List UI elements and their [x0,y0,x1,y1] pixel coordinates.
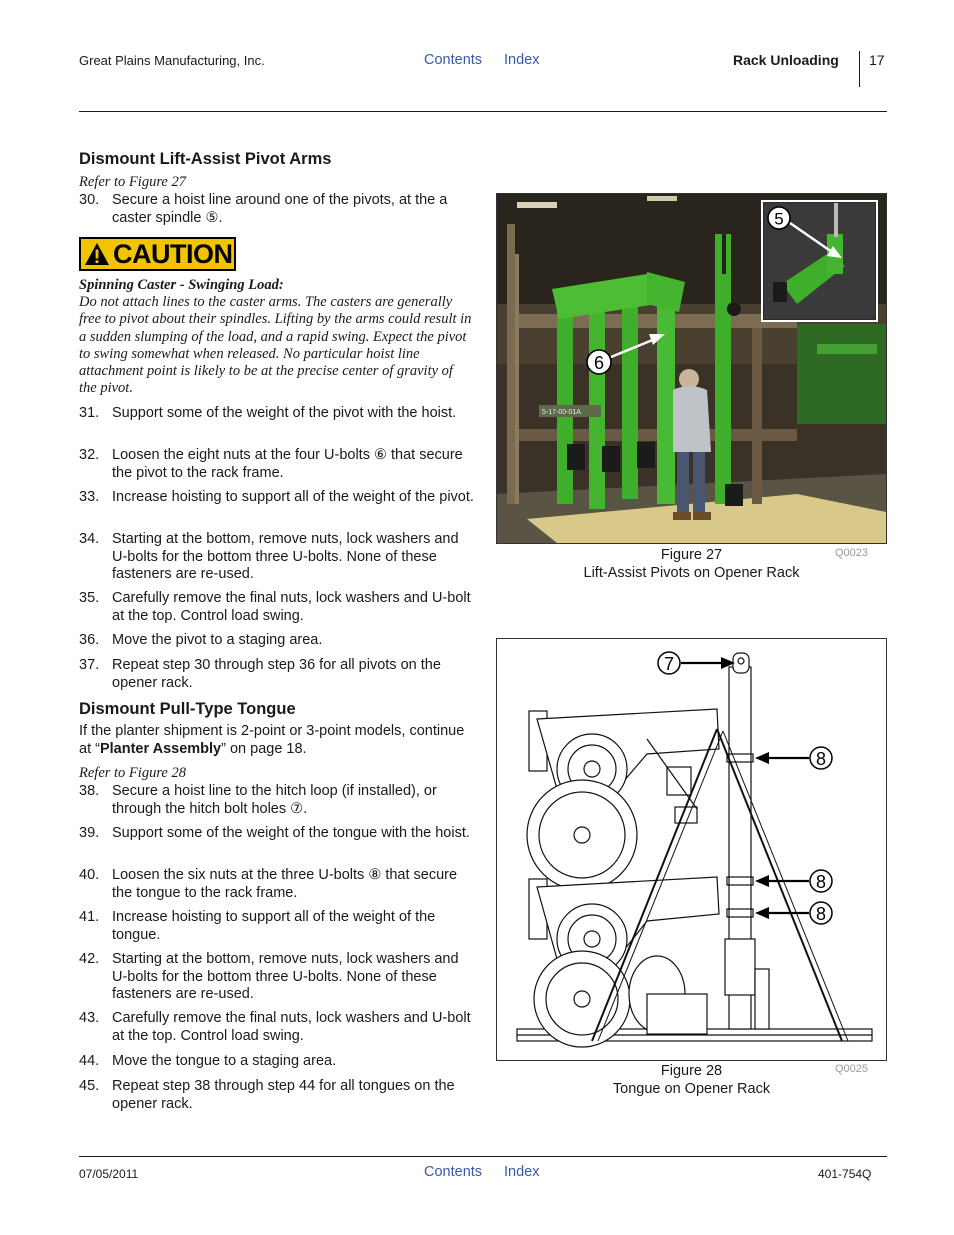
header-section-title: Rack Unloading [733,52,839,68]
callout-8-middle: 8 [815,872,827,892]
step-number: 40. [79,867,100,883]
step-text: Carefully remove the final nuts, lock washers and U-bolt at the top. Control load swing. [112,1010,471,1044]
callout-7: 7 [663,654,675,674]
caution-word: CAUTION [113,238,233,269]
figure-27-label: Figure 27 [660,547,723,563]
step-36 [79,632,474,650]
section-title-pivot-arms: Dismount Lift-Assist Pivot Arms [79,150,332,168]
rack-tag-text: 5-17-00-01A [542,409,581,416]
step-45 [79,1078,474,1113]
header-contents-link[interactable]: Contents [424,52,483,68]
intro-text: If the planter shipment is 2-point or 3-point models, continue at “ [79,723,465,757]
footer-index-link[interactable]: Index [504,1164,540,1180]
step-42 [79,951,474,1004]
section-title-tongue: Dismount Pull-Type Tongue [79,700,296,718]
header-divider [859,51,860,87]
caution-label [79,237,236,271]
callout-5: 5 [774,209,784,229]
step-text: Secure a hoist line to the hitch loop (if installed), or through the hitch bolt holes ⑦. [112,783,437,817]
step-number: 41. [79,909,100,925]
step-number: 43. [79,1010,100,1026]
refer-figure-27: Refer to Figure 27 [79,174,186,190]
step-text: Move the pivot to a staging area. [112,632,323,648]
header-rule [79,111,887,112]
opener-rack-photo [497,194,886,543]
figure-28-label: Figure 28 [660,1063,723,1079]
step-number: 30. [79,192,100,208]
step-number: 44. [79,1053,100,1069]
step-38 [79,783,474,818]
step-text: Increase hoisting to support all of the weight of the pivot. [112,489,474,505]
step-text: Move the tongue to a staging area. [112,1053,337,1069]
tongue-rack-drawing [497,639,886,1060]
step-number: 37. [79,657,100,673]
figure-28-title: Tongue on Opener Rack [612,1081,771,1097]
step-text: Starting at the bottom, remove nuts, lock washers and U-bolts for the bottom three U-bolts. None of these fasteners are re-used. [112,531,459,582]
warning-triangle-icon [84,242,110,266]
footer-rule [79,1156,887,1157]
step-number: 32. [79,447,100,463]
step-35 [79,590,474,625]
footer-doc-number: 401-754Q [818,1167,872,1181]
step-text: Increase hoisting to support all of the weight of the tongue. [112,909,436,943]
figure-27-photo [496,193,887,544]
step-text: Carefully remove the final nuts, lock washers and U-bolt at the top. Control load swing. [112,590,471,624]
step-number: 35. [79,590,100,606]
step-number: 33. [79,489,100,505]
step-number: 36. [79,632,100,648]
figure-28-drawing [496,638,887,1061]
step-34 [79,531,474,584]
figure-27-caption [496,546,887,582]
intro-text-end: ” on page 18. [221,740,307,757]
callout-6: 6 [593,353,605,373]
step-text: Repeat step 38 through step 44 for all tongues on the opener rack. [112,1078,455,1112]
figure-28-caption [496,1062,887,1098]
figure-27-code: Q0023 [835,547,869,559]
step-31 [79,405,474,423]
step-number: 39. [79,825,100,841]
step-number: 42. [79,951,100,967]
footer-date: 07/05/2011 [79,1167,139,1181]
step-number: 31. [79,405,100,421]
step-43 [79,1010,474,1045]
step-33 [79,489,474,507]
figure-28-code: Q0025 [835,1063,869,1075]
hazard-text: Do not attach lines to the caster arms. The casters are generally free to pivot about their spindles. Lifting by the arms could result in a sudden slumping of the load, and a rapid swing. Expect the pivot to swing somewhat when released. No particular hoist line attachment point is likely to be at the precise center of gravity of the pivot. [79,294,472,397]
footer-contents-link[interactable]: Contents [424,1164,483,1180]
header-page-number: 17 [869,52,885,68]
step-text: Loosen the eight nuts at the four U-bolts ⑥ that secure the pivot to the rack frame. [112,447,463,481]
step-30 [79,192,474,227]
step-text: Support some of the weight of the tongue with the hoist. [112,825,470,841]
refer-figure-28: Refer to Figure 28 [79,765,186,781]
step-39 [79,825,474,843]
step-41 [79,909,474,944]
header-company: Great Plains Manufacturing, Inc. [79,53,265,68]
tongue-intro [79,723,474,758]
step-text: Starting at the bottom, remove nuts, lock washers and U-bolts for the bottom three U-bolts. None of these fasteners are re-used. [112,951,459,1002]
step-text: Secure a hoist line around one of the pivots, at the a caster spindle ⑤. [112,192,448,226]
step-number: 45. [79,1078,100,1094]
step-37 [79,657,474,692]
step-text: Loosen the six nuts at the three U-bolts ⑧ that secure the tongue to the rack frame. [112,867,458,901]
step-32 [79,447,474,482]
step-text: Support some of the weight of the pivot with the hoist. [112,405,457,421]
callout-8-lower: 8 [815,904,827,924]
step-number: 38. [79,783,100,799]
header-index-link[interactable]: Index [504,52,540,68]
planter-assembly-link[interactable]: Planter Assembly [99,740,222,757]
step-number: 34. [79,531,100,547]
step-40 [79,867,474,902]
step-44 [79,1053,474,1071]
callout-8-upper: 8 [815,749,827,769]
step-text: Repeat step 30 through step 36 for all pivots on the opener rack. [112,657,441,691]
hazard-title: Spinning Caster - Swinging Load: [79,277,284,293]
figure-27-title: Lift-Assist Pivots on Opener Rack [583,565,800,581]
